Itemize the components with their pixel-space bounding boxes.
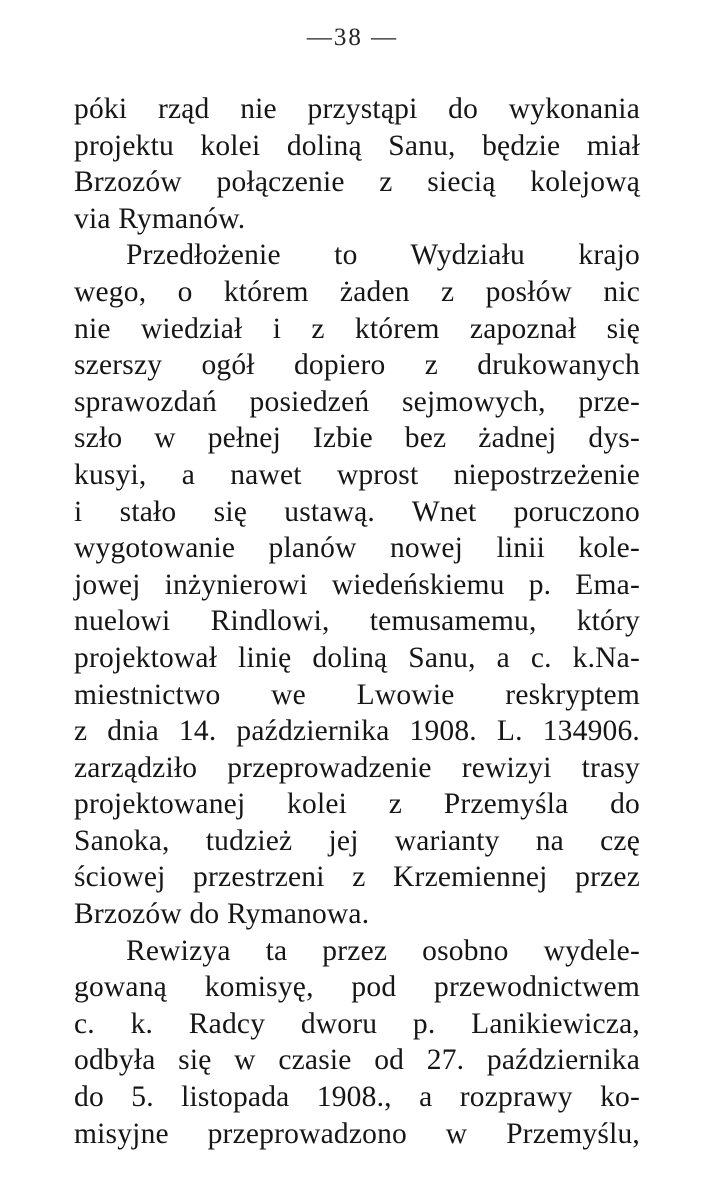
text-line: i stało się ustawą. Wnet poruczono (74, 495, 640, 528)
text-line: Brzozów do Rymanowa. (74, 898, 370, 931)
text-line: zarządziło przeprowadzenie rewizyi trasy (74, 751, 640, 784)
text-line: misyjne przeprowadzono w Przemyślu, (74, 1117, 640, 1150)
text-line: wygotowanie planów nowej linii kole- (74, 532, 640, 565)
text-line: szerszy ogół dopiero z drukowanych (74, 349, 640, 382)
text-line: póki rząd nie przystąpi do wykonania (74, 93, 640, 125)
text-line: z dnia 14. października 1908. L. 134906. (74, 715, 640, 748)
text-line: Brzozów połączenie z siecią kolejową (74, 166, 640, 199)
text-line: kusyi, a nawet wprost niepostrzeżenie (74, 458, 640, 491)
text-line: projektu kolei doliną Sanu, będzie miał (74, 129, 640, 162)
page-number: —38 — (306, 24, 399, 51)
text-line: sprawozdań posiedzeń sejmowych, prze- (74, 385, 640, 418)
text-line: wego, o którem żaden z posłów nic (74, 275, 640, 308)
body-text (74, 91, 640, 1152)
text-line: Sanoka, tudzież jej warianty na czę (74, 824, 640, 857)
text-line: nie wiedział i z którem zapoznał się (74, 312, 640, 345)
text-line: miestnictwo we Lwowie reskryptem (74, 678, 640, 711)
text-line: jowej inżynierowi wiedeńskiemu p. Ema- (74, 568, 640, 601)
paragraph-start-line: Rewizya ta przez osobno wydele- (126, 934, 640, 967)
text-line: gowaną komisyę, pod przewodnictwem (74, 971, 640, 1004)
text-line: ściowej przestrzeni z Krzemiennej przez (74, 861, 640, 894)
text-line: nuelowi Rindlowi, temusamemu, który (74, 605, 640, 638)
text-line: szło w pełnej Izbie bez żadnej dys- (74, 422, 640, 455)
text-line: c. k. Radcy dworu p. Lanikiewicza, (74, 1007, 640, 1040)
paragraph-start-line: Przedłożenie to Wydziału krajo (126, 239, 640, 272)
text-line: via Rymanów. (74, 202, 246, 235)
text-line: do 5. listopada 1908., a rozprawy ko- (74, 1081, 640, 1114)
text-line: odbyła się w czasie od 27. października (74, 1044, 640, 1077)
text-line: projektował linię doliną Sanu, a c. k.Na- (74, 641, 640, 674)
text-line: projektowanej kolei z Przemyśla do (74, 788, 640, 821)
